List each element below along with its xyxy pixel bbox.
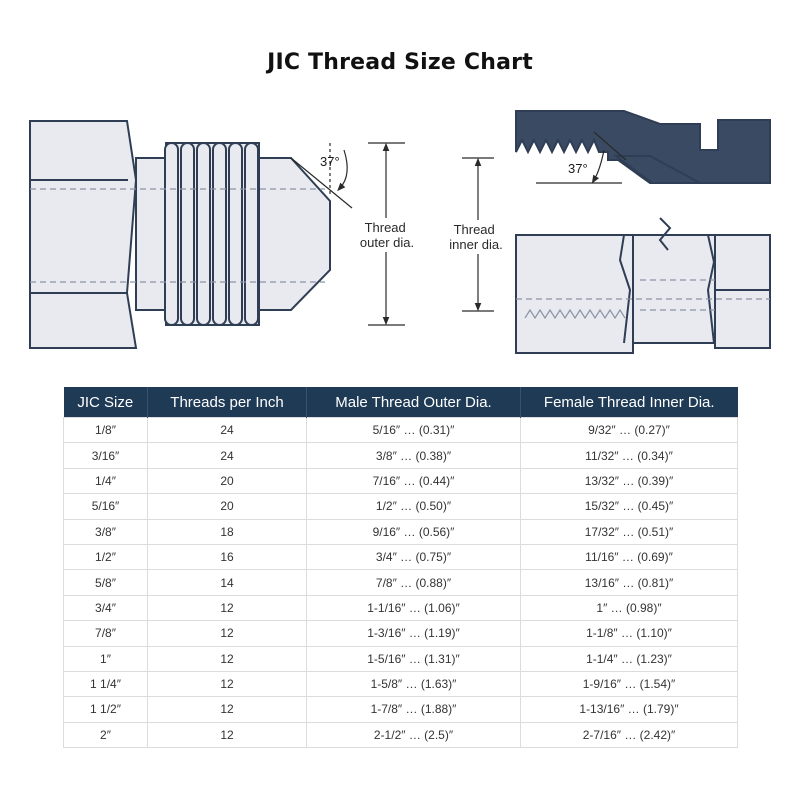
male-outer-dia-cell: 1-5/16″ … (1.31)″ (307, 646, 521, 671)
jic-size-cell: 1/4″ (64, 468, 148, 493)
female-inner-dia-cell: 1-9/16″ … (1.54)″ (521, 671, 738, 696)
table-row (64, 418, 738, 443)
header-threads-per-inch: Threads per Inch (148, 387, 307, 418)
jic-size-cell: 3/16″ (64, 443, 148, 468)
table-row (64, 544, 738, 569)
female-nut-body (516, 235, 633, 353)
male-outer-dia-cell: 1-5/8″ … (1.63)″ (307, 671, 521, 696)
male-outer-dia-cell: 7/16″ … (0.44)″ (307, 468, 521, 493)
threads-per-inch-cell: 12 (148, 697, 307, 722)
jic-fitting-diagram (0, 100, 800, 370)
male-outer-dia-cell: 3/4″ … (0.75)″ (307, 544, 521, 569)
male-outer-dia-cell: 7/8″ … (0.88)″ (307, 570, 521, 595)
female-inner-dia-cell: 1-13/16″ … (1.79)″ (521, 697, 738, 722)
table-row (64, 468, 738, 493)
male-outer-dia-cell: 1-7/8″ … (1.88)″ (307, 697, 521, 722)
threads-per-inch-cell: 12 (148, 595, 307, 620)
female-inner-dia-cell: 9/32″ … (0.27)″ (521, 418, 738, 443)
male-outer-dia-cell: 9/16″ … (0.56)″ (307, 519, 521, 544)
threads-per-inch-cell: 12 (148, 646, 307, 671)
jic-size-cell: 5/8″ (64, 570, 148, 595)
threads-per-inch-cell: 12 (148, 722, 307, 747)
table-row (64, 621, 738, 646)
page-title: JIC Thread Size Chart (267, 50, 533, 75)
jic-size-cell: 5/16″ (64, 494, 148, 519)
header-male-outer-dia: Male Thread Outer Dia. (307, 387, 521, 418)
female-fitting (516, 111, 770, 353)
threads-per-inch-cell: 24 (148, 418, 307, 443)
male-thread-label: Thread outer dia. (359, 220, 415, 250)
jic-size-cell: 7/8″ (64, 621, 148, 646)
jic-size-cell: 1″ (64, 646, 148, 671)
table-row (64, 722, 738, 747)
female-tail-hex (715, 235, 770, 348)
female-inner-dia-cell: 2-7/16″ … (2.42)″ (521, 722, 738, 747)
male-outer-dia-cell: 3/8″ … (0.38)″ (307, 443, 521, 468)
male-angle-label: 37° (320, 154, 340, 169)
female-inner-dia-cell: 1″ … (0.98)″ (521, 595, 738, 620)
threads-per-inch-cell: 18 (148, 519, 307, 544)
female-angle-label: 37° (568, 161, 588, 176)
table-body (64, 418, 738, 748)
threads-per-inch-cell: 12 (148, 671, 307, 696)
male-outer-dia-cell: 1/2″ … (0.50)″ (307, 494, 521, 519)
female-inner-dia-cell: 11/16″ … (0.69)″ (521, 544, 738, 569)
jic-thread-size-table (63, 387, 738, 748)
jic-size-cell: 2″ (64, 722, 148, 747)
table-header-row (64, 387, 738, 418)
header-female-inner-dia: Female Thread Inner Dia. (521, 387, 738, 418)
jic-size-cell: 1 1/2″ (64, 697, 148, 722)
jic-size-cell: 3/8″ (64, 519, 148, 544)
female-thread-label: Thread inner dia. (449, 222, 503, 252)
table-row (64, 697, 738, 722)
female-inner-dia-cell: 11/32″ … (0.34)″ (521, 443, 738, 468)
male-outer-dia-cell: 1-3/16″ … (1.19)″ (307, 621, 521, 646)
threads-per-inch-cell: 16 (148, 544, 307, 569)
table-row (64, 494, 738, 519)
female-inner-dia-cell: 13/32″ … (0.39)″ (521, 468, 738, 493)
table-row (64, 443, 738, 468)
threads-per-inch-cell: 14 (148, 570, 307, 595)
male-hex-nut (30, 121, 136, 348)
header-jic-size: JIC Size (64, 387, 148, 418)
male-neck (136, 158, 166, 310)
male-outer-dia-cell: 2-1/2″ … (2.5)″ (307, 722, 521, 747)
jic-size-cell: 3/4″ (64, 595, 148, 620)
male-outer-dia-cell: 1-1/16″ … (1.06)″ (307, 595, 521, 620)
table-row (64, 595, 738, 620)
threads-per-inch-cell: 24 (148, 443, 307, 468)
female-inner-dia-cell: 15/32″ … (0.45)″ (521, 494, 738, 519)
female-inner-dia-cell: 17/32″ … (0.51)″ (521, 519, 738, 544)
male-outer-dia-cell: 5/16″ … (0.31)″ (307, 418, 521, 443)
female-inner-dia-cell: 1-1/8″ … (1.10)″ (521, 621, 738, 646)
table-row (64, 646, 738, 671)
jic-size-cell: 1 1/4″ (64, 671, 148, 696)
threads-per-inch-cell: 20 (148, 494, 307, 519)
table-row (64, 519, 738, 544)
jic-size-cell: 1/8″ (64, 418, 148, 443)
threads-per-inch-cell: 12 (148, 621, 307, 646)
female-stem (633, 235, 715, 343)
female-inner-dia-cell: 13/16″ … (0.81)″ (521, 570, 738, 595)
table-row (64, 570, 738, 595)
jic-size-cell: 1/2″ (64, 544, 148, 569)
female-inner-dia-cell: 1-1/4″ … (1.23)″ (521, 646, 738, 671)
threads-per-inch-cell: 20 (148, 468, 307, 493)
table-row (64, 671, 738, 696)
